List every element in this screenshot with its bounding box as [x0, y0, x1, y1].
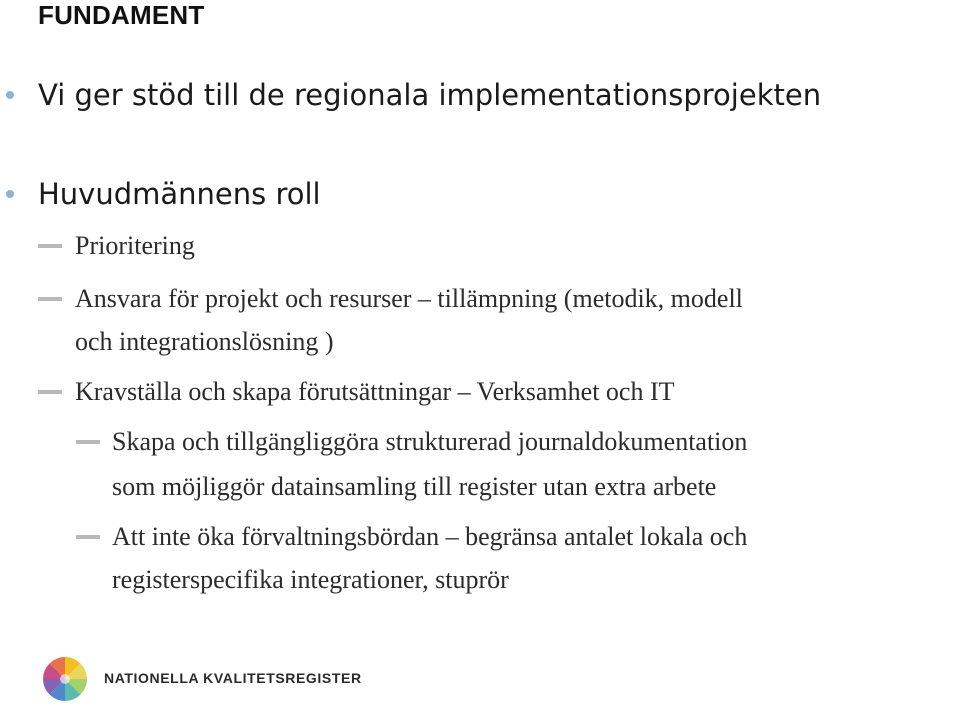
slide-title: FUNDAMENT	[38, 0, 205, 30]
sub-sub-item	[0, 420, 960, 510]
dash-bullet-icon	[76, 440, 100, 444]
dash-bullet-icon	[38, 390, 62, 394]
bullet-text: Vi ger stöd till de regionala implementationsprojekten	[38, 78, 822, 112]
bullet-text: Huvudmännens roll	[38, 177, 321, 211]
logo	[40, 655, 362, 703]
sub-sub-item-text-continued: registerspecifika integrationer, stuprör	[112, 565, 509, 594]
sub-sub-item-text: Skapa och tillgängliggöra strukturerad journaldokumentation	[112, 427, 748, 456]
sub-sub-item-text: Att inte öka förvaltningsbördan – begränsa antalet lokala och	[112, 522, 748, 551]
sub-sub-item-text-continued: som möjliggör datainsamling till register utan extra arbete	[112, 472, 717, 501]
bullet-dot-icon	[6, 91, 14, 99]
bullet-dot-icon	[6, 190, 14, 198]
dash-bullet-icon	[38, 297, 62, 301]
dash-bullet-icon	[38, 244, 62, 248]
sub-sub-item	[0, 515, 960, 605]
sub-item-text: Kravställa och skapa förutsättningar – Verksamhet och IT	[75, 377, 675, 406]
sub-item	[0, 277, 960, 363]
kvalitetsregister-logo-icon	[40, 655, 90, 703]
dash-bullet-icon	[76, 535, 100, 539]
sub-item-text: Prioritering	[75, 231, 195, 260]
sub-item-text: Ansvara för projekt och resurser – tillämpning (metodik, modell	[75, 284, 743, 313]
sub-item	[0, 224, 960, 267]
sub-item-text-continued: och integrationslösning )	[75, 327, 334, 356]
sub-item	[0, 370, 960, 413]
logo-text: NATIONELLA KVALITETSREGISTER	[104, 670, 362, 686]
